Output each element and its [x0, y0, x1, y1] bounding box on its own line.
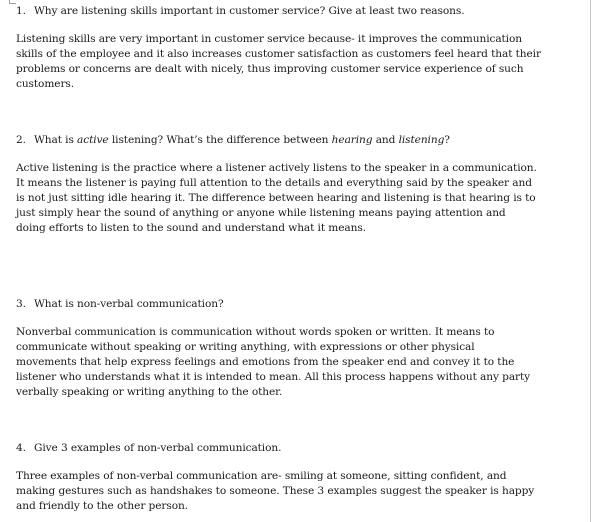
question-1 [16, 4, 564, 19]
answer-3: Nonverbal communication is communication without words spoken or written. It means to communicate without speaking or writing anything, with expressions or other physical movements that help express feelings and emotions from the speaker end and convey it to the listener who understands what it is intended to mean. All this process happens without any party verbally speaking or writing anything to the other. [16, 326, 531, 398]
question-text: What is non-verbal communication? [34, 298, 224, 310]
answer-4: Three examples of non-verbal communication are- smiling at someone, sitting confident, and making gestures such as handshakes to someone. These 3 examples suggest the speaker is happy and friendly to the other person. [16, 470, 535, 512]
question-text: ? [444, 134, 450, 146]
question-4 [16, 441, 564, 456]
question-3 [16, 297, 564, 312]
question-text: Why are listening skills important in customer service? Give at least two reasons. [34, 5, 465, 17]
question-number: 3. [16, 298, 26, 310]
answer-2: Active listening is the practice where a listener actively listens to the speaker in a communication. It means the listener is paying full attention to the details and everything said by the speaker and is not just sitting idle hearing it. The difference between hearing and listening is that hearing is to just simply hear the sound of anything or anyone while listening means paying attention and doing efforts to listen to the sound and understand what it means. [16, 162, 537, 234]
question-text: listening? What’s the difference between [108, 134, 332, 146]
question-text-emphasis: hearing [331, 134, 373, 146]
question-number: 1. [16, 5, 26, 17]
question-text: What is [34, 134, 78, 146]
question-number: 2. [16, 134, 26, 146]
answer-1: Listening skills are very important in customer service because- it improves the communication skills of the employee and it also increases customer satisfaction as customers feel heard that their problems or concerns are dealt with nicely, thus improving customer service experience of such customers. [16, 33, 541, 90]
page-corner-mark [9, 0, 16, 4]
question-text-emphasis: listening [398, 134, 445, 146]
question-text: and [372, 134, 399, 146]
question-text: Give 3 examples of non-verbal communication. [34, 442, 282, 454]
question-text-emphasis: active [77, 134, 109, 146]
question-number: 4. [16, 442, 26, 454]
question-2 [16, 133, 564, 148]
